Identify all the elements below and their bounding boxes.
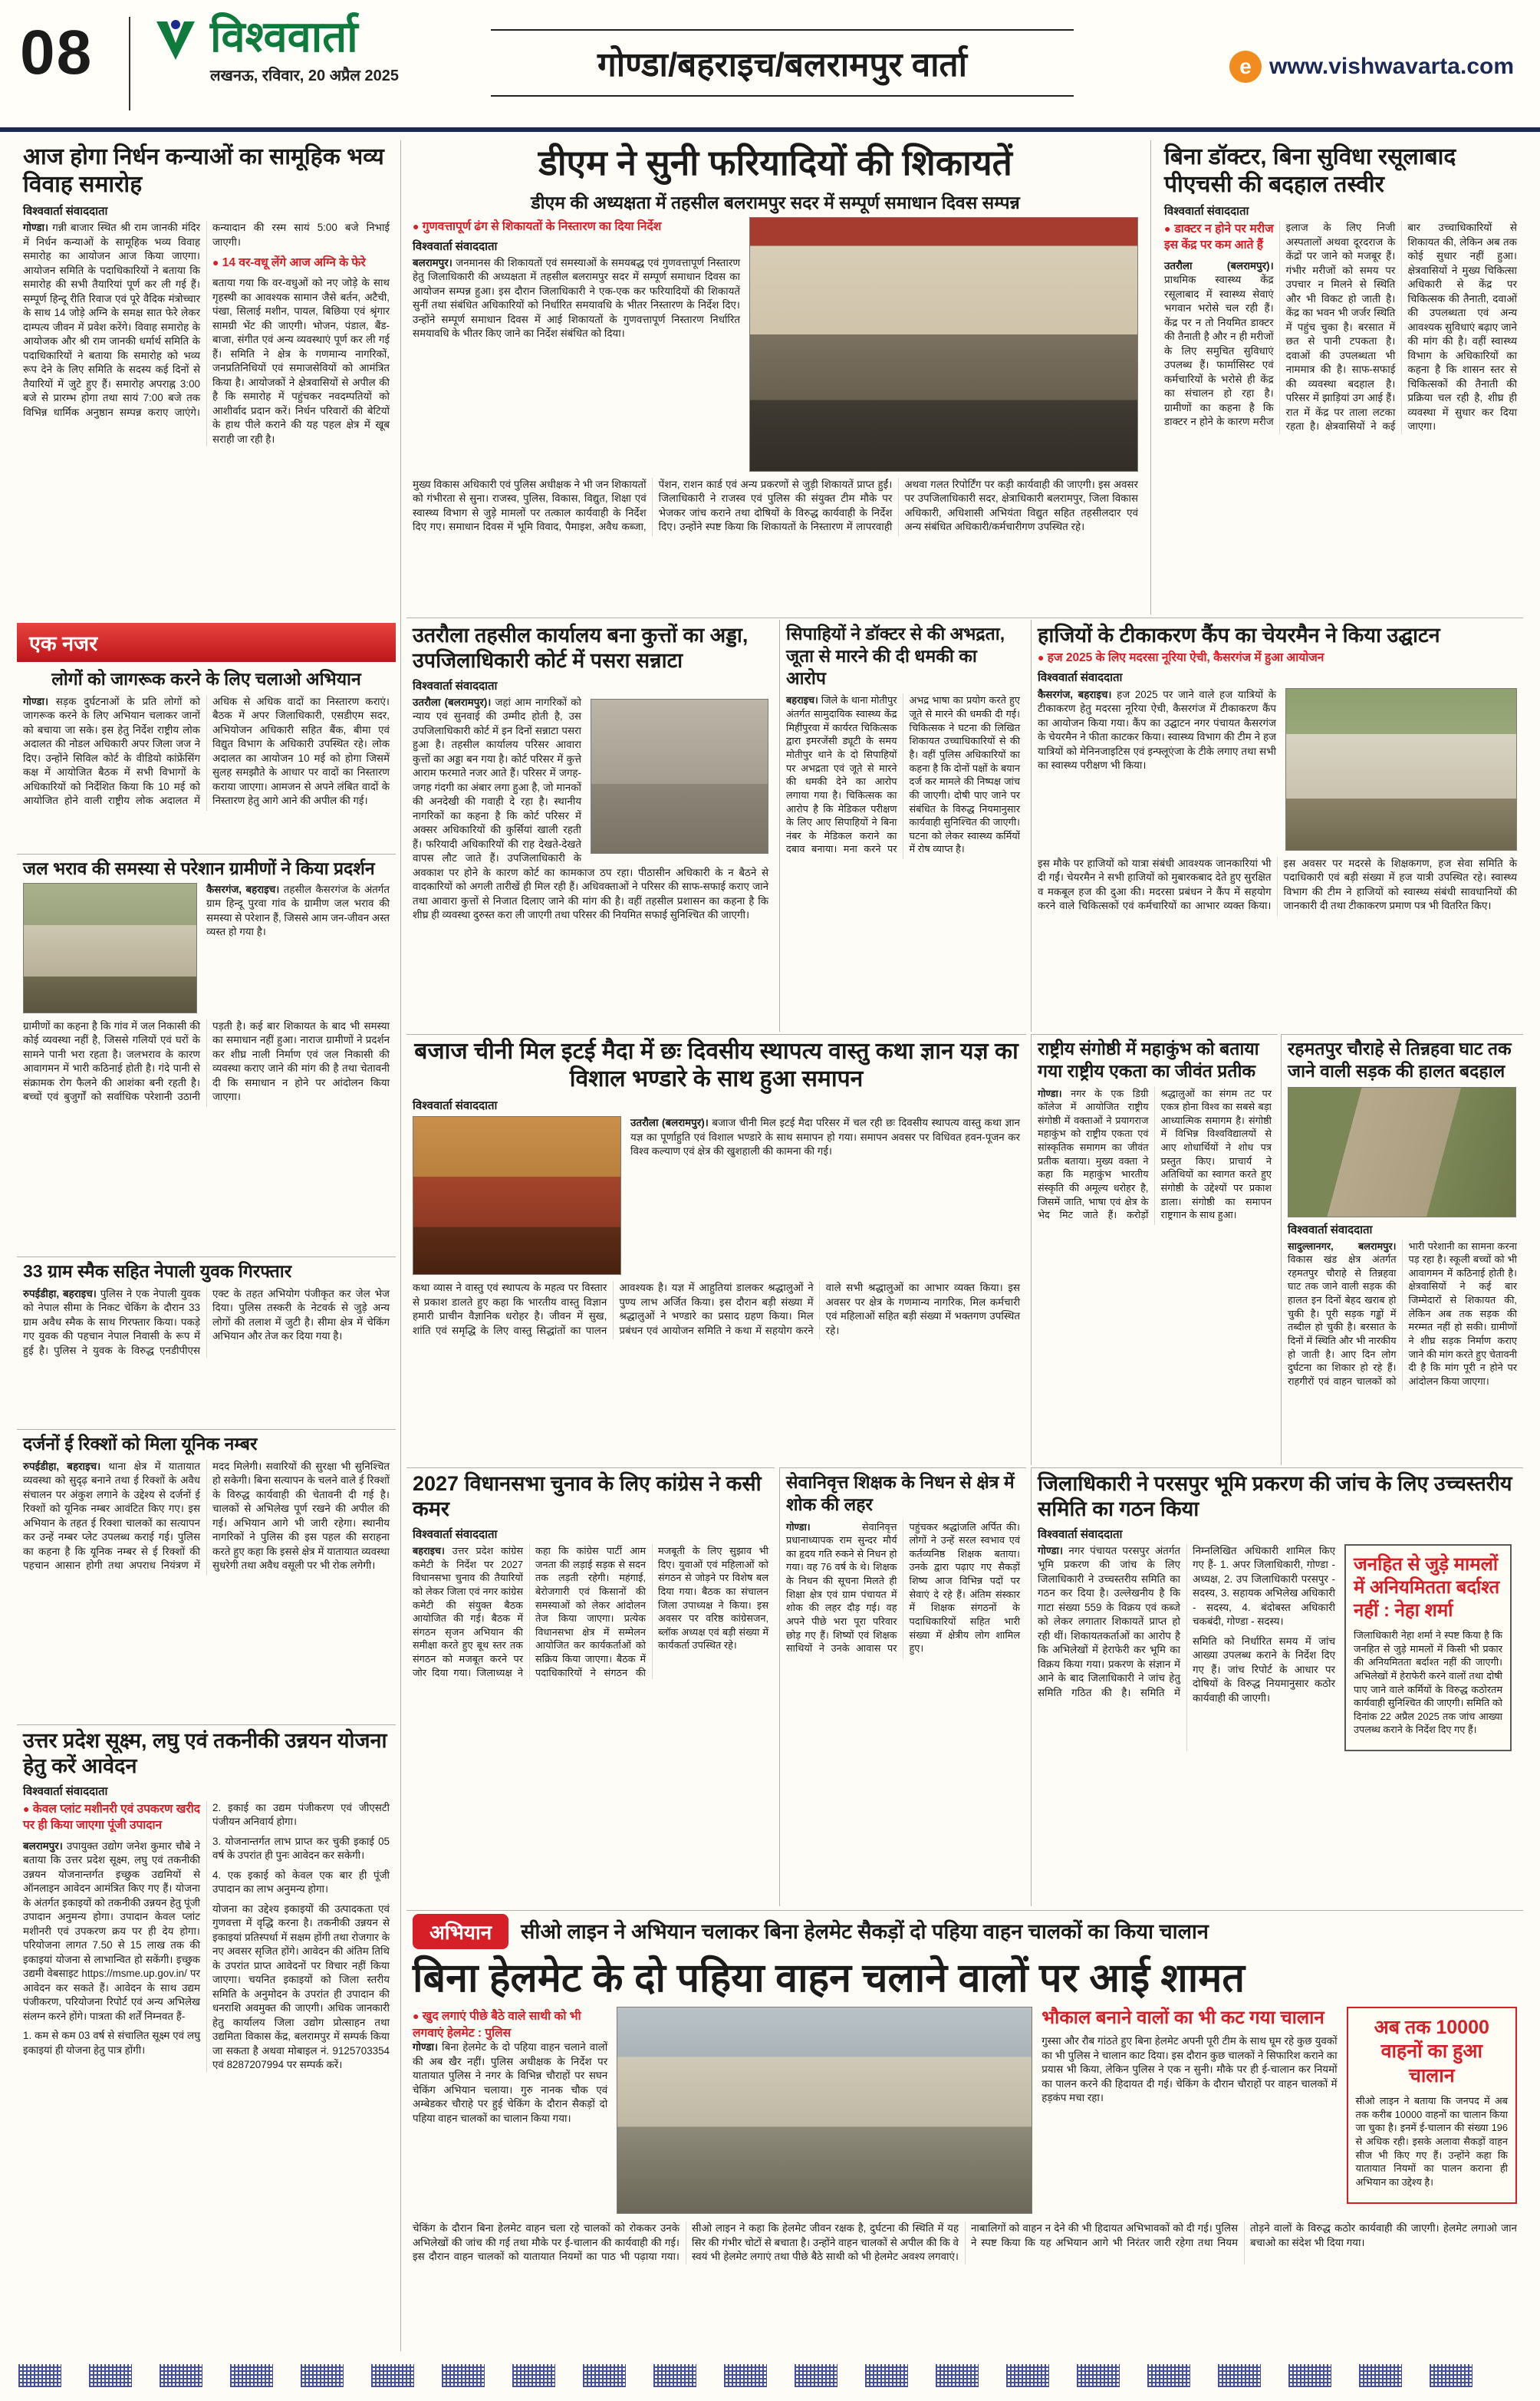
body-text: हज 2025 पर जाने वाले हज यात्रियों के टीकाकरण हेतु मदरसा नूरिया ऐची, कैसरगंज में टीकाकरण कैंप का आयोजन किया गया। कैंप का उद्घाटन नगर पंचायत कैसरगंज के चेयरमैन ने फीता काटकर किया। स्वास्थ्य विभाग की टीम ने हज यात्रियों को मेनिनजाइटिस एवं इन्फ्लूएंजा के टीके लगाए तथा सभी का स्वास्थ्य परीक्षण भी किया। [1038,688,1276,772]
article-body [630,1116,1020,1275]
article-headline: सेवानिवृत्त शिक्षक के निधन से क्षेत्र में शोक की लहर [786,1472,1015,1514]
article-headline: जल भराव की समस्या से परेशान ग्रामीणों ने किया प्रदर्शन [23,858,375,878]
campaign-body-continued [413,2222,1517,2264]
print-mark [795,2364,837,2387]
article-headline: 33 ग्राम स्मैक सहित नेपाली युवक गिरफ्तार [23,1261,292,1281]
body-text: गुस्सा और रौब गांठते हुए बिना हेलमेट अपनी पूरी टीम के साथ घूम रहे कुछ युवकों का भी पुलिस ने चालान काट दिया। इस दौरान कुछ चालकों ने सिफारिश कराने का प्रयास भी किया, लेकिन पुलिस ने एक न सुनी। मौके पर ही ई-चालान कर नियमों का पालन करने की हिदायत दी गई। चेकिंग के दौरान चौराहों पर वाहन चालकों में हड़कंप मचा रहा। [1041,2035,1338,2104]
article-jalbharav [17,854,396,1254]
article-body [1038,688,1276,851]
body-text: नगर के एक डिग्री कॉलेज में आयोजित राष्ट्रीय संगोष्ठी में वक्ताओं ने प्रयागराज महाकुंभ को राष्ट्रीय एकता एवं सांस्कृतिक समागम का जीवंत प्रतीक बताया। मुख्य वक्ता ने कहा कि महाकुंभ भारतीय संस्कृति की अमूल्य धरोहर है, जिसमें जाति, भाषा एवं क्षेत्र के भेद मिट जाते हैं। करोड़ों श्रद्धालुओं का संगम तट पर एकत्र होना विश्व का सबसे बड़ा आध्यात्मिक समागम है। संगोष्ठी में विभिन्न विश्वविद्यालयों से आए शोधार्थियों ने शोध पत्र प्रस्तुत किए। प्राचार्य ने अतिथियों का स्वागत करते हुए संगोष्ठी के उद्देश्यों पर प्रकाश डाला। संगोष्ठी का समापन राष्ट्रगान के साथ हुआ। [1038,1087,1272,1221]
vishwavarta-logo-icon [150,15,201,66]
article-headline: राष्ट्रीय संगोष्ठी में महाकुंभ को बताया गया राष्ट्रीय एकता का जीवंत प्रतीक [1038,1039,1259,1081]
article-congress-2027 [406,1467,775,1906]
red-subhead: ● केवल प्लांट मशीनरी एवं उपकरण खरीद पर ही किया जाएगा पूंजी उपादान [23,1802,200,1833]
article-bajaj-yagya [406,1034,1026,1465]
article-udyog-yojana [17,1724,396,2352]
red-subhead: ● डाक्टर न होने पर मरीज इस केंद्र पर कम आते हैं [1164,222,1274,252]
print-mark [230,2364,273,2387]
list-item: 4. एक इकाई को केवल एक बार ही पूंजी उपादान का लाभ अनुमन्य होगा। [212,1869,390,1895]
column-divider [1150,140,1151,614]
print-mark [18,2364,61,2387]
print-mark [160,2364,202,2387]
article-headline: हाजियों के टीकाकरण कैंप का चेयरमैन ने किया उद्घाटन [1038,624,1440,647]
article-smack [17,1256,396,1427]
campaign-label: अभियान [413,1914,508,1949]
website-text: www.vishwavarta.com [1269,54,1514,79]
bullet-icon: ● [413,219,420,232]
box-headline: अब तक 10000 वाहनों का हुआ चालान [1374,2017,1489,2086]
print-mark [371,2364,414,2387]
article-headline: जिलाधिकारी ने परसपुर भूमि प्रकरण की जांच के लिए उच्चस्तरीय समिति का गठन किया [1038,1472,1512,1520]
byline: विश्ववार्ता संवाददाता [1038,1527,1123,1541]
print-mark [936,2364,979,2387]
dateline: कैसरगंज, बहराइच। [1038,688,1112,700]
article-body-continued [413,478,1138,536]
photo-stray-dogs-court [591,699,768,854]
article-body [413,1544,768,1680]
dateline: सादुल्लानगर, बलरामपुर। [1288,1240,1397,1252]
article-sipahi-doctor [779,620,1026,1032]
body-text: जिलाधिकारी नेहा शर्मा ने स्पष्ट किया है कि जनहित से जुड़े मामलों में किसी भी प्रकार की अनियमितता बर्दाश्त नहीं की जाएगी। अभिलेखों में हेराफेरी करने वालों तथा दोषी पाए जाने वाले कर्मियों के विरुद्ध कठोरतम कार्यवाही सुनिश्चित की जाएगी। समिति को दिनांक 22 अप्रैल 2025 तक जांच आख्या उपलब्ध कराने के निर्देश दिए गए हैं। [1354,1629,1502,1736]
dateline: बहराइच। [413,1544,445,1556]
body-text: बिना हेलमेट के दो पहिया वाहन चलाने वालों की अब खैर नहीं। पुलिस अधीक्षक के निर्देश पर यातायात पुलिस ने नगर के विभिन्न चौराहों पर सघन चेकिंग अभियान चलाया। गुरु नानक चौक एवं अम्बेडकर चौराहे पर हुई चेकिंग के दौरान सैकड़ों दो पहिया वाहन चालकों का चालान किया गया। [413,2041,608,2124]
article-body [23,1801,390,2073]
body-text: सड़क दुर्घटनाओं के प्रति लोगों को जागरूक करने के लिए अभियान चलाकर जानों को बचाया जा सके। इस हेतु निर्देश राष्ट्रीय लोक अदालत की नोडल अधिकारी अपर जिला जज ने दिए। उन्होंने सिविल कोर्ट के वीडियो कांफ्रेंसिंग कक्ष में आयोजित बैठक में सभी विभागों के अधिकारियों को निर्देशित किया कि 10 मई को आयोजित होने वाली राष्ट्रीय लोक अदालत में अधिक से अधिक वादों का निस्तारण कराएं। बैठक में अपर जिलाधिकारी, एसडीएम सदर, अभियोजन अधिकारी सहित बैंक, बीमा एवं विद्युत विभाग के अधिकारी उपस्थित रहे। लोक अदालत का आयोजन 10 मई को होगा जिसमें सुलह समझौते के आधार पर वादों का निस्तारण कराया जाएगा। आमजन से अपने लंबित वादों के निस्तारण हेतु आगे आने की अपील की गई। [23,695,390,807]
article-parsapur-committee [1031,1467,1523,1906]
campaign-headline: बिना हेलमेट के दो पहिया वाहन चलाने वालों पर आई शामत [413,1956,1245,2001]
body-text: ग्रामीणों का कहना है कि गांव में जल निकासी की कोई व्यवस्था नहीं है, जिससे गलियों एवं घरों के सामने पानी भरा रहता है। जलभराव के कारण आवागमन में भारी कठिनाई होती है। गंदे पानी से संक्रामक रोग फैलने की आशंका बनी रहती है। बच्चों एवं बुजुर्गों को सर्वाधिक परेशानी उठानी पड़ती है। कई बार शिकायत के बाद भी समस्या का समाधान नहीं हुआ। नाराज ग्रामीणों ने प्रदर्शन कर शीघ्र नाली निर्माण एवं जल निकासी की व्यवस्था कराए जाने की मांग की है तथा चेतावनी दी कि समाधान न होने पर आंदोलन किया जाएगा। [23,1019,390,1103]
bullet-icon: ● [23,1802,30,1815]
dateline: रुपईडीहा, बहराइच। [23,1460,101,1472]
article-body [413,256,740,341]
article-headline: बिना डॉक्टर, बिना सुविधा रसूलाबाद पीएचसी की बदहाल तस्वीर [1164,144,1456,197]
article-body [1288,1240,1517,1392]
campaign-kicker: सीओ लाइन ने अभियान चलाकर बिना हेलमेट सैकड़ों दो पहिया वाहन चालकों का किया चालान [521,1919,1209,1943]
dateline: कैसरगंज, बहराइच। [206,883,280,895]
byline: विश्ववार्ता संवाददाता [413,239,498,253]
dateline: गोण्डा। [786,1520,811,1533]
body-text: बताया गया कि वर-वधुओं को नए जोड़े के साथ गृहस्थी का आवश्यक सामान जैसे बर्तन, अटैची, पंखा, सिलाई मशीन, पायल, बिछिया एवं श्रृंगार सामग्री भेंट की जाएगी। भोजन, पंडाल, बैंड-बाजा, संगीत एवं अन्य व्यवस्थाएं पूर्ण कर ली गई हैं। समिति ने क्षेत्र के गणमान्य नागरिकों, जनप्रतिनिधियों एवं समाजसेवियों को आमंत्रित किया है। आयोजकों ने क्षेत्रवासियों से अपील की है कि समारोह में पहुंचकर नवदम्पतियों को आशीर्वाद प्रदान करें। निर्धन परिवारों की बेटियों के हाथ पीले कराने की यह पहल क्षेत्र में खूब सराही जा रही है। [212,277,390,445]
list-item: 1. कम से कम 03 वर्ष से संचालित सूक्ष्म एवं लघु इकाइयां ही योजना हेतु पात्र होंगी। [23,2030,200,2056]
body-text: उत्तर प्रदेश कांग्रेस कमेटी के निर्देश पर 2027 विधानसभा चुनाव की तैयारियों को लेकर जिला एवं नगर कांग्रेस कमेटी की संयुक्त बैठक आयोजित की गई। बैठक में संगठन सृजन अभियान की समीक्षा करते हुए बूथ स्तर तक संगठन को मजबूत करने पर जोर दिया गया। जिलाध्यक्ष ने कहा कि कांग्रेस पार्टी आम जनता की लड़ाई सड़क से सदन तक लड़ती रहेगी। महंगाई, बेरोजगारी एवं किसानों की समस्याओं को लेकर आंदोलन तेज किया जाएगा। प्रत्येक विधानसभा क्षेत्र में सम्मेलन आयोजित कर कार्यकर्ताओं को सक्रिय किया जाएगा। बैठक में पदाधिकारियों ने संगठन की मजबूती के लिए सुझाव भी दिए। युवाओं एवं महिलाओं को संगठन से जोड़ने पर विशेष बल दिया गया। बैठक का संचालन जिला उपाध्यक्ष ने किया। इस अवसर पर वरिष्ठ कांग्रेसजन, ब्लॉक अध्यक्ष एवं बड़ी संख्या में कार्यकर्ता उपस्थित रहे। [413,1544,768,1678]
article-vivah [17,140,396,614]
byline: विश्ववार्ता संवाददाता [413,1099,498,1112]
body-text: थाना क्षेत्र में यातायात व्यवस्था को सुदृढ़ बनाने तथा ई रिक्शों के अवैध संचालन पर अंकुश लगाने के उद्देश्य से दर्जनों ई रिक्शों को यूनिक नम्बर आवंटित किए गए। इस अभियान के तहत ई रिक्शा चालकों का सत्यापन कर उन्हें नम्बर प्लेट उपलब्ध कराई गई। पुलिस का कहना है कि यूनिक नम्बर से ई रिक्शों की पहचान आसान होगी तथा अपराध नियंत्रण में मदद मिलेगी। सवारियों की सुरक्षा भी सुनिश्चित हो सकेगी। बिना सत्यापन के चलने वाले ई रिक्शों के विरुद्ध कार्यवाही की चेतावनी दी गई है। चालकों से अभिलेख पूर्ण रखने की अपील की गई। अभियान आगे भी जारी रहेगा। स्थानीय नागरिकों ने पुलिस की इस पहल की सराहना करते हुए कहा कि इससे क्षेत्र में यातायात व्यवस्था सुधरेगी तथा अवैध वसूली पर भी रोक लगेगी। [23,1460,390,1572]
article-body [786,1520,1020,1658]
masthead [150,12,399,85]
dateline: बलरामपुर। [413,256,452,268]
article-headline: लोगों को जागरूक करने के लिए चलाओ अभियान [51,669,361,689]
neha-sharma-statement-box [1344,1544,1512,1751]
print-mark [301,2364,344,2387]
article-mahakumbh-sangosthi [1031,1034,1278,1465]
byline: विश्ववार्ता संवाददाता [413,679,498,693]
red-subhead: ● गुणवत्तापूर्ण ढंग से शिकायतों के निस्तारण का दिया निर्देश [413,219,662,233]
body-text: उपायुक्त उद्योग जनेश कुमार चौबे ने बताया कि उत्तर प्रदेश सूक्ष्म, लघु एवं तकनीकी उन्नयन योजनान्तर्गत इच्छुक उद्यमियों से ऑनलाइन आवेदन आमंत्रित किए गए हैं। योजना के अंतर्गत इकाइयों को तकनीकी उन्नयन हेतु पूंजी उपादान अनुमन्य होगा। उपादान केवल प्लांट मशीनरी एवं उपकरण क्रय पर ही देय होगा। परियोजना लागत 7.50 से 15 लाख तक की इकाइयां योजना से लाभान्वित हो सकेंगी। इच्छुक उद्यमी वेबसाइट https://msme.up.gov.in/ पर आवेदन कर सकते हैं। आवेदन के साथ उद्यम पंजीकरण, परियोजना रिपोर्ट एवं अन्य अभिलेख संलग्न करने होंगे। पात्रता की शर्तें निम्नवत हैं- [23,1839,200,2022]
article-teacher-death [779,1467,1026,1906]
dateline: बहराइच। [786,694,818,706]
byline: विश्ववार्ता संवाददाता [1288,1223,1373,1237]
article-body [1038,1087,1272,1225]
list-item: 3. योजनान्तर्गत लाभ प्राप्त कर चुकी इकाई 05 वर्ष के उपरांत ही पुनः आवेदन कर सकेगी। [212,1835,390,1862]
print-mark [442,2364,485,2387]
print-mark [865,2364,908,2387]
article-body-continued [1038,857,1517,917]
byline: विश्ववार्ता संवाददाता [413,1527,498,1541]
article-headline: बजाज चीनी मिल इटई मैदा में छः दिवसीय स्थापत्य वास्तु कथा ज्ञान यज्ञ का विशाल भण्डारे के साथ हुआ समापन [414,1039,1018,1092]
body-text: विकास खंड क्षेत्र अंतर्गत रहमतपुर चौराहे से तिन्नहवा घाट तक जाने वाली सड़क की हालत इन दिनों बेहद खराब हो चुकी है। पूरी सड़क गड्ढों में तब्दील हो चुकी है। बरसात के दिनों में स्थिति और भी नारकीय हो जाती है। आए दिन लोग दुर्घटना का शिकार हो रहे हैं। राहगीरों एवं वाहन चालकों को भारी परेशानी का सामना करना पड़ रहा है। स्कूली बच्चों को भी आवागमन में कठिनाई होती है। क्षेत्रवासियों ने कई बार जिम्मेदारों से शिकायत की, लेकिन अब तक सड़क की मरम्मत नहीं हो सकी। ग्रामीणों ने शीघ्र सड़क निर्माण कराए जाने की मांग करते हुए चेतावनी दी है कि मांग पूरी न होने पर आंदोलन किया जाएगा। [1288,1240,1517,1388]
body-text: बजाज चीनी मिल इटई मैदा परिसर में चल रही छः दिवसीय स्थापत्य वास्तु कथा ज्ञान यज्ञ का पूर्णाहुति एवं विशाल भण्डारे के साथ समापन हो गया। समापन अवसर पर विधिवत हवन-पूजन कर विश्व कल्याण एवं क्षेत्र की खुशहाली की कामना की गई। [630,1117,1020,1157]
chalan-count-box [1347,2007,1517,2203]
dateline: गोण्डा। [413,2041,439,2054]
article-helmet-campaign [406,1910,1523,2352]
bhaukal-body [1041,2034,1337,2106]
body-text: नगर पंचायत परसपुर अंतर्गत भूमि प्रकरण की जांच के लिए जिलाधिकारी ने उच्चस्तरीय समिति का गठन कर दिया है। उल्लेखनीय है कि गाटा संख्या 559 के विक्रय एवं कब्जे को लेकर लगातार शिकायतें प्राप्त हो रही थीं। शिकायतकर्ताओं का आरोप है कि अभिलेखों में हेराफेरी कर भूमि का विक्रय किया गया। प्रकरण के संज्ञान में आने के बाद जिलाधिकारी ने जांच हेतु समिति गठित की है। समिति में निम्नलिखित अधिकारी शामिल किए गए हैं- 1. अपर जिलाधिकारी, गोण्डा - अध्यक्ष, 2. उप जिलाधिकारी परसपुर - सदस्य, 3. सहायक अभिलेख अधिकारी - सदस्य, 4. बंदोबस्त अधिकारी चकबंदी, गोण्डा - सदस्य। [1038,1544,1335,1698]
photo-yagya-ceremony [413,1116,621,1275]
page-number: 08 [20,18,94,87]
byline: विश्ववार्ता संवाददाता [1038,670,1123,684]
body-text: समिति को निर्धारित समय में जांच आख्या उपलब्ध कराने के निर्देश दिए गए हैं। जांच रिपोर्ट के आधार पर दोषियों के विरुद्ध नियमानुसार कठोर कार्यवाही की जाएगी। [1193,1635,1335,1704]
print-mark [89,2364,132,2387]
body-text: कथा व्यास ने वास्तु एवं स्थापत्य के महत्व पर विस्तार से प्रकाश डालते हुए कहा कि भारतीय वास्तु विज्ञान हमारी प्राचीन वैज्ञानिक धरोहर है। जीवन में सुख, शांति एवं समृद्धि के लिए वास्तु सिद्धांतों का पालन आवश्यक है। यज्ञ में आहुतियां डालकर श्रद्धालुओं ने पुण्य लाभ अर्जित किया। इस दौरान बड़ी संख्या में श्रद्धालुओं ने भण्डारे का प्रसाद ग्रहण किया। मिल प्रबंधन एवं आयोजन समिति ने कथा में सहयोग करने वाले सभी श्रद्धालुओं का आभार व्यक्त किया। इस अवसर पर क्षेत्र के गणमान्य नागरिक, मिल कर्मचारी एवं महिलाओं सहित बड़ी संख्या में भक्तगण उपस्थित रहे। [413,1282,1020,1336]
article-road-badhal [1281,1034,1523,1465]
print-mark [1006,2364,1049,2387]
article-headline: 2027 विधानसभा चुनाव के लिए कांग्रेस ने कसी कमर [413,1472,762,1520]
print-mark [1077,2364,1120,2387]
article-tehsil-dogs [406,620,775,1032]
print-mark [1218,2364,1261,2387]
dateline: गोण्डा। [23,695,49,707]
ek-najar-bar: एक नजर [17,623,396,662]
article-body [23,695,390,812]
dateline: बलरामपुर। [23,1839,63,1852]
article-body [786,693,1020,858]
footer-marks [18,2364,1522,2387]
bullet-icon: ● [413,2010,420,2023]
article-hajj-camp [1031,620,1523,1032]
photo-samadhan-diwas-meeting [749,217,1138,472]
print-mark [1288,2364,1331,2387]
print-mark [512,2364,555,2387]
print-mark [1430,2364,1473,2387]
red-subhead: ● हज 2025 के लिए मदरसा नूरिया ऐची, कैसरगंज में हुआ आयोजन [1038,650,1324,664]
article-rickshaw [17,1429,396,1722]
body-text: मुख्य विकास अधिकारी एवं पुलिस अधीक्षक ने भी जन शिकायतों को गंभीरता से सुना। राजस्व, पुलिस, विकास, विद्युत, शिक्षा एवं स्वास्थ्य विभाग से जुड़े मामलों पर तत्काल कार्यवाही के निर्देश दिए गए। समाधान दिवस में भूमि विवाद, पैमाइश, अवैध कब्जा, पेंशन, राशन कार्ड एवं अन्य प्रकरणों से जुड़ी शिकायतें प्राप्त हुईं। जिलाधिकारी ने राजस्व एवं पुलिस की संयुक्त टीम मौके पर भेजकर जांच कराने तथा दोषियों के विरुद्ध कार्यवाही के निर्देश दिए। उन्होंने स्पष्ट किया कि शिकायतों के निस्तारण में लापरवाही अथवा गलत रिपोर्टिंग पर कड़ी कार्यवाही की जाएगी। इस अवसर पर उपजिलाधिकारी सदर, क्षेत्राधिकारी बलरामपुर, जिला विकास अधिकारी, अधिशासी अभियंता विद्युत सहित तहसीलदार एवं अन्य संबंधित अधिकारी/कर्मचारीगण उपस्थित रहे। [413,478,1138,533]
body-text: सीओ लाइन ने बताया कि जनपद में अब तक करीब 10000 वाहनों का चालान किया जा चुका है। इनमें ई-चालान की संख्या 196 से अधिक रही। इसके अलावा सैकड़ों वाहन सीज भी किए गए हैं। उन्होंने कहा कि यातायात नियमों का पालन कराना ही अभियान का उद्देश्य है। [1355,2094,1508,2188]
red-subhead: ● 14 वर-वधू लेंगे आज अग्नि के फेरे [212,256,366,269]
box-body [1356,2094,1508,2189]
article-body [23,221,390,446]
dateline: रुपईडीहा, बहराइच। [23,1287,97,1299]
article-deck: डीएम की अध्यक्षता में तहसील बलरामपुर सदर में सम्पूर्ण समाधान दिवस सम्पन्न [531,192,1020,212]
photo-hajj-vaccination [1285,688,1517,851]
body-text: जहां आम नागरिकों को न्याय एवं सुनवाई की उम्मीद होती है, उस उपजिलाधिकारी कोर्ट में इन दिनों सन्नाटा पसरा हुआ है। तहसील कार्यालय परिसर आवारा कुत्तों का अड्डा बन गया है। कोर्ट परिसर में कुत्ते आराम फरमाते नजर आते हैं। परिसर में जगह-जगह गंदगी का अंबार लगा हुआ है, जो मानकों की अनदेखी की गवाही दे रहा है। स्थानीय नागरिकों का कहना है कि कोर्ट परिसर में अक्सर अधिकारियों की कुर्सियां खाली रहती हैं। फरियादी अधिकारियों की राह देखते-देखते वापस लौट जाते हैं। उपजिलाधिकारी के अवकाश पर होने के कारण कोर्ट का कामकाज ठप रहा। पीठासीन अधिकारी के न बैठने से वादकारियों को अगली तारीखें ही मिल रही हैं। अधिवक्ताओं ने परिसर की साफ-सफाई कराए जाने तथा आवारा कुत्तों से निजात दिलाए जाने की मांग की है। वहीं तहसील प्रशासन का कहना है कि शीघ्र ही व्यवस्था दुरुस्त करा ली जाएगी तथा परिसर की नियमित सफाई सुनिश्चित की जाएगी। [413,696,768,921]
article-body [23,1460,390,1576]
article-headline: दर्जनों ई रिक्शों को मिला यूनिक नम्बर [23,1434,258,1454]
body-text: योजना का उद्देश्य इकाइयों की उत्पादकता एवं गुणवत्ता में वृद्धि करना है। तकनीकी उन्नयन से इकाइयां प्रतिस्पर्धा में सक्षम होंगी तथा रोजगार के नए अवसर सृजित होंगे। आवेदन की अंतिम तिथि के उपरांत प्राप्त आवेदनों पर विचार नहीं किया जाएगा। चयनित इकाइयों को जिला स्तरीय समिति के अनुमोदन के उपरांत ही उपादान की धनराशि अवमुक्त की जाएगी। अधिक जानकारी हेतु कार्यालय जिला उद्योग प्रोत्साहन तथा उद्यमिता विकास केंद्र, बलरामपुर में सम्पर्क किया जा सकता है अथवा मोबाइल नं. 9125703354 एवं 8287207994 पर सम्पर्क करें। [212,1902,390,2071]
print-mark [653,2364,696,2387]
website-url [1229,51,1514,83]
print-mark [583,2364,626,2387]
masthead-title: विश्ववार्ता [210,12,358,61]
box-headline: जनहित से जुड़े मामलों में अनियमितता बर्दाश्त नहीं : नेहा शर्मा [1354,1553,1500,1621]
bhaukal-headline: भौकाल बनाने वालों का भी कट गया चालान [1041,2007,1324,2029]
article-body [1038,1544,1335,1751]
masthead-header [0,0,1540,132]
red-subhead: ● खुद लगाएं पीछे बैठे वाले साथी को भी लगवाएं हेलमेट : पुलिस [413,2010,581,2040]
epaper-icon: e [1229,51,1262,83]
body-text: पुलिस ने एक नेपाली युवक को नेपाल सीमा के निकट चेकिंग के दौरान 33 ग्राम अवैध स्मैक के साथ गिरफ्तार किया। पकड़े गए युवक की पहचान नेपाल निवासी के रूप में हुई है। पुलिस ने युवक के विरुद्ध एनडीपीएस एक्ट के तहत अभियोग पंजीकृत कर जेल भेज दिया। पुलिस तस्करी के नेटवर्क से जुड़े अन्य लोगों की तलाश में जुटी है। सीमा क्षेत्र में चेकिंग अभियान और तेज कर दिया गया है। [23,1287,390,1356]
campaign-body [413,2040,607,2126]
bullet-icon: ● [1164,222,1171,235]
divider [129,17,130,110]
print-mark [1147,2364,1190,2387]
byline: विश्ववार्ता संवाददाता [23,205,108,218]
article-headline: डीएम ने सुनी फरियादियों की शिकायतें [538,143,1012,183]
print-mark [724,2364,767,2387]
photo-damaged-road [1288,1087,1516,1217]
article-body [413,696,768,923]
bullet-icon: ● [212,256,219,268]
body-text: जनमानस की शिकायतों एवं समस्याओं के समयबद्ध एवं गुणवत्तापूर्ण निस्तारण हेतु जिलाधिकारी की अध्यक्षता में तहसील बलरामपुर सदर में सम्पूर्ण समाधान दिवस का आयोजन सम्पन्न हुआ। इस दौरान जिलाधिकारी ने एक-एक कर फरियादियों की शिकायतें सुनीं तथा संबंधित अधिकारियों को निर्धारित समयावधि के भीतर निस्तारण के निर्देश दिए। उन्होंने सम्पूर्ण समाधान दिवस में आई शिकायतों के गुणवत्तापूर्ण निस्तारण निर्धारित समयावधि के भीतर किए जाने का निर्देश संबंधित को दिया। [413,256,740,340]
section-ek-najar [17,620,396,851]
body-text: तहसील कैसरगंज के अंतर्गत ग्राम हिन्दू पुरवा गांव के ग्रामीण जल भराव की समस्या से परेशान हैं, जिससे आम जन-जीवन अस्त व्यस्त हो गया है। [206,883,390,938]
dateline: उतरौला (बलरामपुर)। [630,1117,709,1128]
dateline: उतरौला (बलरामपुर)। [413,696,492,708]
print-mark [1359,2364,1402,2387]
byline: विश्ववार्ता संवाददाता [1164,205,1249,218]
dateline: गोण्डा। [23,222,49,233]
article-body-continued [23,1019,390,1108]
body-text: सेवानिवृत्त प्रधानाध्यापक राम सुन्दर मौर्य का हृदय गति रुकने से निधन हो गया। वह 76 वर्ष के थे। शिक्षक के निधन की सूचना मिलते ही शिक्षा क्षेत्र एवं ग्राम पंचायत में शोक की लहर दौड़ गई। वह अपने पीछे भरा पूरा परिवार छोड़ गए हैं। शिष्यों एवं शिक्षक साथियों ने उनके आवास पर पहुंचकर श्रद्धांजलि अर्पित की। लोगों ने उन्हें सरल स्वभाव एवं कर्तव्यनिष्ठ शिक्षक बताया। उनके द्वारा पढ़ाए गए सैकड़ों शिष्य आज विभिन्न पदों पर सेवाएं दे रहे हैं। अंतिम संस्कार में शिक्षक संगठनों के पदाधिकारियों सहित भारी संख्या में क्षेत्रीय लोग शामिल हुए। [786,1520,1020,1655]
list-item: 2. इकाई का उद्यम पंजीकरण एवं जीएसटी पंजीयन अनिवार्य होगा। [212,1801,390,1828]
photo-traffic-checking [617,2007,1032,2214]
article-phc [1158,140,1523,614]
body-text: चेकिंग के दौरान बिना हेलमेट वाहन चला रहे चालकों को रोककर उनके अभिलेखों की जांच की गई तथा मौके पर ई-चालान की कार्यवाही की गई। इस दौरान वाहन चालकों को यातायात नियमों का पाठ भी पढ़ाया गया। सीओ लाइन ने कहा कि हेलमेट जीवन रक्षक है, दुर्घटना की स्थिति में यह सिर की गंभीर चोटों से बचाता है। उन्होंने वाहन चालकों से अपील की कि वे स्वयं भी हेलमेट लगाएं तथा पीछे बैठे साथी को भी हेलमेट अवश्य लगवाएं। नाबालिगों को वाहन न देने की भी हिदायत अभिभावकों को दी गई। पुलिस ने स्पष्ट किया कि यह अभियान आगे भी निरंतर जारी रहेगा तथा नियम तोड़ने वालों के विरुद्ध कठोर कार्यवाही की जाएगी। हेलमेट लगाओ जान बचाओ का संदेश भी दिया गया। [413,2222,1517,2263]
body-text: प्राथमिक स्वास्थ्य केंद्र रसूलाबाद में स्वास्थ्य सेवाएं भगवान भरोसे चल रही हैं। केंद्र पर न तो नियमित डाक्टर की तैनाती है और न ही मरीजों के लिए समुचित सुविधाएं उपलब्ध हैं। फार्मासिस्ट एवं कर्मचारियों के भरोसे ही केंद्र का संचालन हो रहा है। ग्रामीणों का कहना है कि डाक्टर न होने के कारण मरीज इलाज के लिए निजी अस्पतालों अथवा दूरदराज के केंद्रों पर जाने को मजबूर हैं। गंभीर मरीजों को समय पर उपचार न मिलने से स्थिति और भी विकट हो जाती है। केंद्र का भवन भी जर्जर स्थिति में पहुंच चुका है। बरसात में छत से पानी टपकता है। दवाओं की उपलब्धता भी नाममात्र की है। साफ-सफाई की व्यवस्था बदहाल है। परिसर में झाड़ियां उग आई हैं। रात में केंद्र पर ताला लटका रहता है। क्षेत्रवासियों ने कई बार उच्चाधिकारियों से शिकायत की, लेकिन अब तक कोई सुधार नहीं हुआ। क्षेत्रवासियों ने मुख्य चिकित्सा अधिकारी से केंद्र पर चिकित्सक की तैनाती, दवाओं की उपलब्धता एवं अन्य आवश्यक सुविधाएं बढ़ाए जाने की मांग की है। वहीं स्वास्थ्य विभाग के अधिकारियों का कहना है कि शासन स्तर से चिकित्सकों की तैनाती की प्रक्रिया चल रही है, शीघ्र ही व्यवस्था में सुधार कर दिया जाएगा। [1164,222,1517,432]
article-body [1164,221,1517,434]
article-body [206,883,390,1013]
byline: विश्ववार्ता संवाददाता [23,1784,108,1798]
dateline: गोण्डा। [1038,1087,1062,1099]
box-body [1354,1629,1502,1737]
body-text: इस मौके पर हाजियों को यात्रा संबंधी आवश्यक जानकारियां भी दी गईं। चेयरमैन ने सभी हाजियों को मुबारकबाद देते हुए सुरक्षित व मकबूल हज की दुआ की। मदरसा प्रबंधन ने कैंप में सहयोग करने वाले चिकित्सकों एवं कर्मचारियों का आभार व्यक्त किया। इस अवसर पर मदरसे के शिक्षकगण, हज सेवा समिति के पदाधिकारी एवं बड़ी संख्या में हज यात्री उपस्थित रहे। स्वास्थ्य विभाग की टीम ने हाजियों को स्वास्थ्य संबंधी सावधानियों की जानकारी दी तथा टीकाकरण प्रमाण पत्र भी वितरित किए। [1038,857,1517,912]
photo-villagers-protest [23,883,197,1013]
article-dm-samadhan [406,140,1144,614]
article-headline: उतरौला तहसील कार्यालय बना कुत्तों का अड्डा, उपजिलाधिकारी कोर्ट में पसरा सन्नाटा [413,624,749,672]
article-headline: रहमतपुर चौराहे से तिन्नहवा घाट तक जाने वाली सड़क की हालत बदहाल [1288,1039,1512,1081]
article-body-continued [413,1281,1020,1339]
body-text: जिले के थाना मोतीपुर अंतर्गत सामुदायिक स्वास्थ्य केंद्र मिहींपुरवा में कार्यरत चिकित्सक द्वारा इमरजेंसी ड्यूटी के समय मोतीपुर थाने के दो सिपाहियों पर अभद्रता एवं जूते से मारने की धमकी देने का आरोप लगाया गया है। चिकित्सक का आरोप है कि मेडिकल परीक्षण के लिए आए सिपाहियों ने बिना नंबर के मेडिकल कराने का दबाव बनाया। मना करने पर अभद्र भाषा का प्रयोग करते हुए जूते से मारने की धमकी दी गई। चिकित्सक ने घटना की लिखित शिकायत उच्चाधिकारियों से की है। वहीं पुलिस अधिकारियों का कहना है कि दोनों पक्षों के बयान दर्ज कर मामले की निष्पक्ष जांच की जाएगी। दोषी पाए जाने पर संबंधित के विरुद्ध नियमानुसार कार्यवाही सुनिश्चित की जाएगी। घटना को लेकर स्वास्थ्य कर्मियों में रोष व्याप्त है। [786,694,1020,855]
article-headline: उत्तर प्रदेश सूक्ष्म, लघु एवं तकनीकी उन्नयन योजना हेतु करें आवेदन [23,1729,387,1777]
dateline: उतरौला (बलरामपुर)। [1164,259,1274,272]
dateline: गोण्डा। [1038,1544,1064,1556]
column-divider [400,140,401,2351]
article-headline: सिपाहियों ने डॉक्टर से की अभद्रता, जूता से मारने की दी धमकी का आरोप [786,624,1005,688]
article-headline: आज होगा निर्धन कन्याओं का सामूहिक भव्य विवाह समारोह [23,144,384,197]
edition-line: लखनऊ, रविवार, 20 अप्रैल 2025 [210,68,399,84]
body-text: गन्नी बाजार स्थित श्री राम जानकी मंदिर में निर्धन कन्याओं के सामूहिक भव्य विवाह समारोह का आयोजन आज किया जाएगा। आयोजन समिति के पदाधिकारियों ने बताया कि समारोह की सभी तैयारियां पूर्ण कर ली गई हैं। सम्पूर्ण हिन्दू रीति रिवाज एवं पूरे वैदिक मंत्रोच्चार के साथ 14 जोड़े अग्नि के समक्ष सात फेरे लेकर दाम्पत्य जीवन में प्रवेश करेंगे। विवाह समारोह के आयोजक और श्री राम जानकी धर्मार्थ समिति के पदाधिकारियों ने बताया कि समारोह को भव्य रूप देने के लिए समिति के सदस्य कई दिनों से तैयारियों में जुटे हुए हैं। समारोह अपराह्न 3:00 बजे से प्रारम्भ होगा तथा सायं 7:00 बजे तक विभिन्न धार्मिक अनुष्ठान सम्पन्न कराए जाएंगे। कन्यादान की रस्म सायं 5:00 बजे निभाई जाएगी। [23,222,390,418]
bullet-icon: ● [1038,650,1045,664]
article-body [23,1287,390,1359]
section-title: गोण्डा/बहराइच/बलरामपुर वार्ता [491,29,1074,97]
